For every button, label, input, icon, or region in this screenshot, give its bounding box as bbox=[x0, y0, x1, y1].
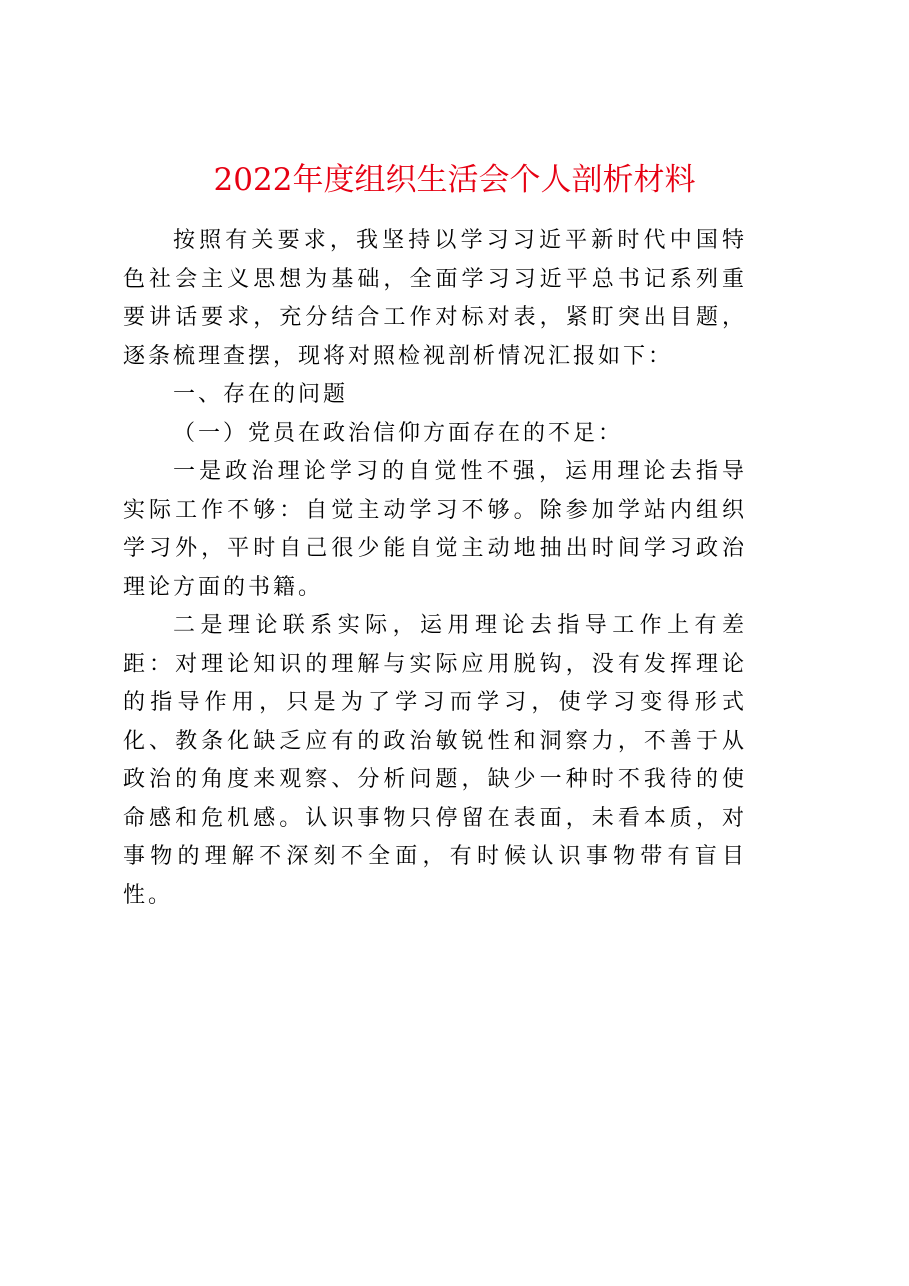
paragraph-intro: 按照有关要求，我坚持以学习习近平新时代中国特色社会主义思想为基础，全面学习习近平总书记系列重要讲话要求，充分结合工作对标对表，紧盯突出目题，逐条梳理查摆，现将对照检视剖析情况汇报如下： bbox=[123, 228, 747, 369]
subsection-heading-political-belief: （一）党员在政治信仰方面存在的不足： bbox=[173, 420, 624, 446]
document-body bbox=[123, 222, 747, 915]
paragraph-point-one: 一是政治理论学习的自觉性不强，运用理论去指导实际工作不够：自觉主动学习不够。除参加学站内组织学习外，平时自己很少能自觉主动地抽出时间学习政治理论方面的书籍。 bbox=[123, 459, 747, 600]
section-heading-problems: 一、存在的问题 bbox=[173, 382, 349, 407]
paragraph-point-two: 二是理论联系实际，运用理论去指导工作上有差距：对理论知识的理解与实际应用脱钩，没有发挥理论的指导作用，只是为了学习而学习，使学习变得形式化、教条化缺乏应有的政治敏锐性和洞察力，不善于从政治的角度来观察、分析问题，缺少一种时不我待的使命感和危机感。认识事物只停留在表面，未看本质，对事物的理解不深刻不全面，有时候认识事物带有盲目性。 bbox=[123, 613, 747, 908]
document-title: 2022年度组织生活会个人剖析材料 bbox=[213, 162, 696, 198]
